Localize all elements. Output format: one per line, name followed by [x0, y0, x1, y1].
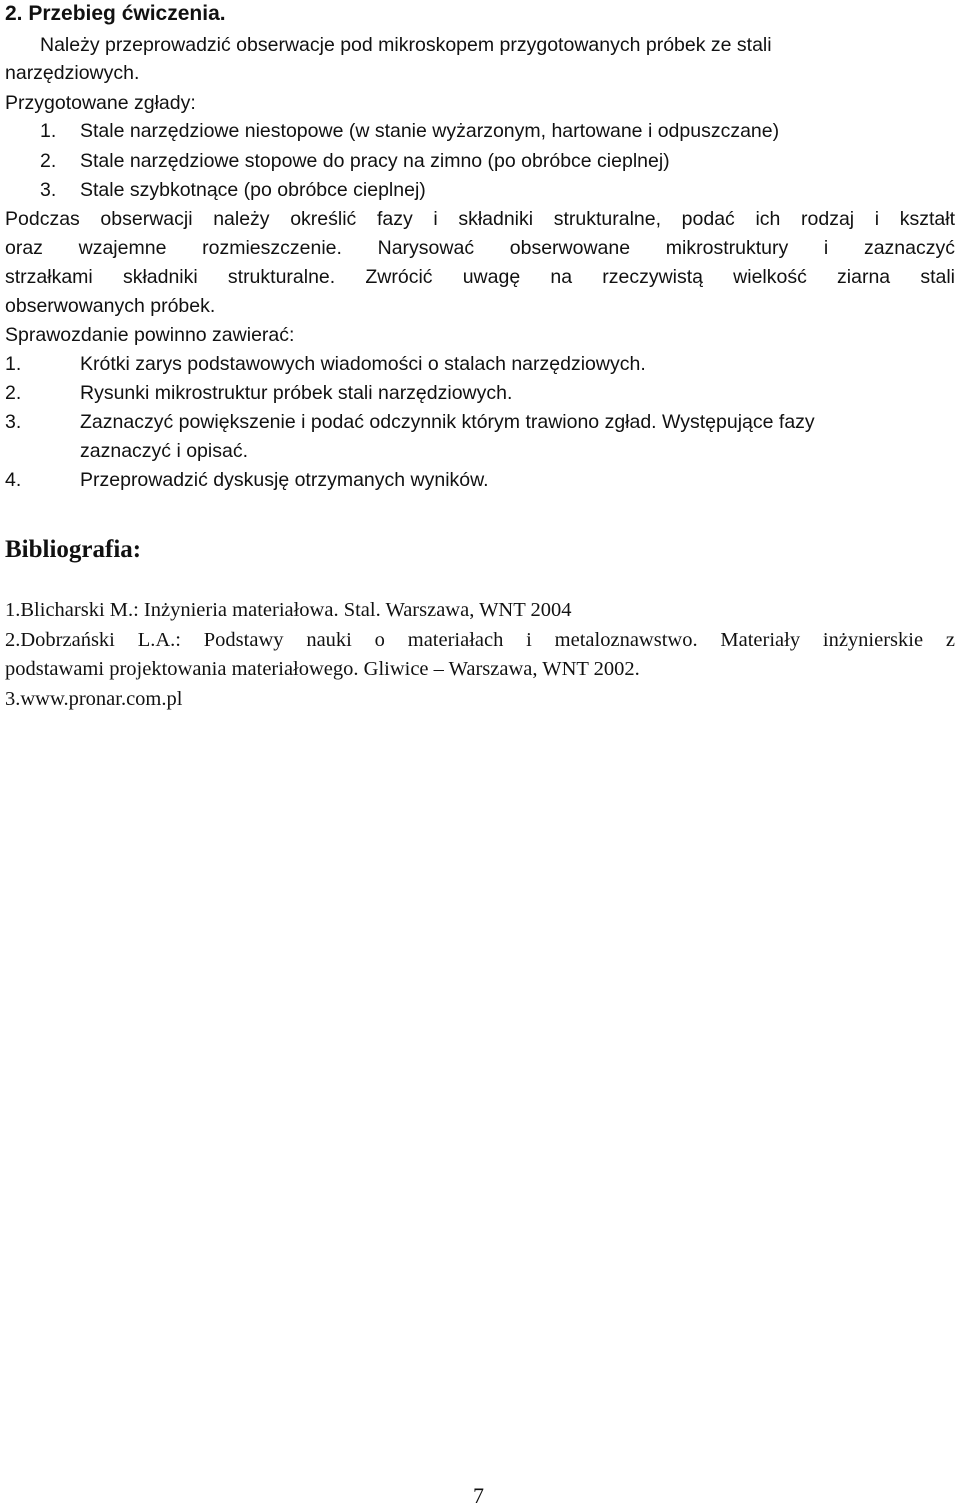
report-item-4	[5, 467, 489, 493]
observation-line-2: oraz wzajemne rozmieszczenie. Narysować obserwowane mikrostruktury i zaznaczyć	[5, 237, 955, 259]
report-text: Przeprowadzić dyskusję otrzymanych wyników.	[80, 469, 489, 491]
report-number: 1.	[5, 353, 22, 375]
sample-number: 2.	[40, 150, 57, 172]
intro-line-2: narzędziowych.	[5, 62, 140, 84]
page-number: 7	[473, 1483, 484, 1508]
sample-item-3	[40, 177, 426, 203]
bibliography-item-2-line-1: 2.Dobrzański L.A.: Podstawy nauki o materiałach i metaloznawstwo. Materiały inżynierskie z	[5, 629, 955, 651]
observation-line-3: strzałkami składniki strukturalne. Zwrócić uwagę na rzeczywistą wielkość ziarna stali	[5, 266, 955, 288]
samples-label: Przygotowane zgłady:	[5, 92, 196, 114]
sample-text: Stale narzędziowe stopowe do pracy na zimno (po obróbce cieplnej)	[80, 150, 670, 172]
section-heading: 2. Przebieg ćwiczenia.	[5, 2, 226, 25]
report-item-1	[5, 351, 646, 377]
report-label: Sprawozdanie powinno zawierać:	[5, 324, 295, 346]
intro-line-1: Należy przeprowadzić obserwacje pod mikroskopem przygotowanych próbek ze stali	[40, 34, 772, 56]
report-number: 3.	[5, 411, 22, 433]
report-text: Krótki zarys podstawowych wiadomości o stalach narzędziowych.	[80, 353, 646, 375]
bibliography-item-2-line-2: podstawami projektowania materiałowego. Gliwice – Warszawa, WNT 2002.	[5, 658, 640, 680]
sample-text: Stale szybkotnące (po obróbce cieplnej)	[80, 179, 426, 201]
report-text: Zaznaczyć powiększenie i podać odczynnik którym trawiono zgład. Występujące fazy	[80, 411, 815, 433]
report-item-2	[5, 380, 512, 406]
report-text: Rysunki mikrostruktur próbek stali narzędziowych.	[80, 382, 513, 404]
observation-line-4: obserwowanych próbek.	[5, 295, 216, 317]
report-number: 2.	[5, 382, 22, 404]
sample-number: 1.	[40, 120, 57, 142]
sample-item-2	[40, 148, 670, 174]
report-number: 4.	[5, 469, 22, 491]
sample-number: 3.	[40, 179, 57, 201]
bibliography-heading: Bibliografia:	[5, 536, 142, 563]
observation-line-1: Podczas obserwacji należy określić fazy i składniki strukturalne, podać ich rodzaj i kształt	[5, 208, 955, 230]
bibliography-item-3: 3.www.pronar.com.pl	[5, 688, 183, 710]
report-item-3-continuation: zaznaczyć i opisać.	[80, 440, 248, 462]
report-item-3	[5, 409, 815, 435]
sample-item-1	[40, 118, 779, 144]
sample-text: Stale narzędziowe niestopowe (w stanie wyżarzonym, hartowane i odpuszczane)	[80, 120, 780, 142]
bibliography-item-1: 1.Blicharski M.: Inżynieria materiałowa. Stal. Warszawa, WNT 2004	[5, 599, 572, 621]
